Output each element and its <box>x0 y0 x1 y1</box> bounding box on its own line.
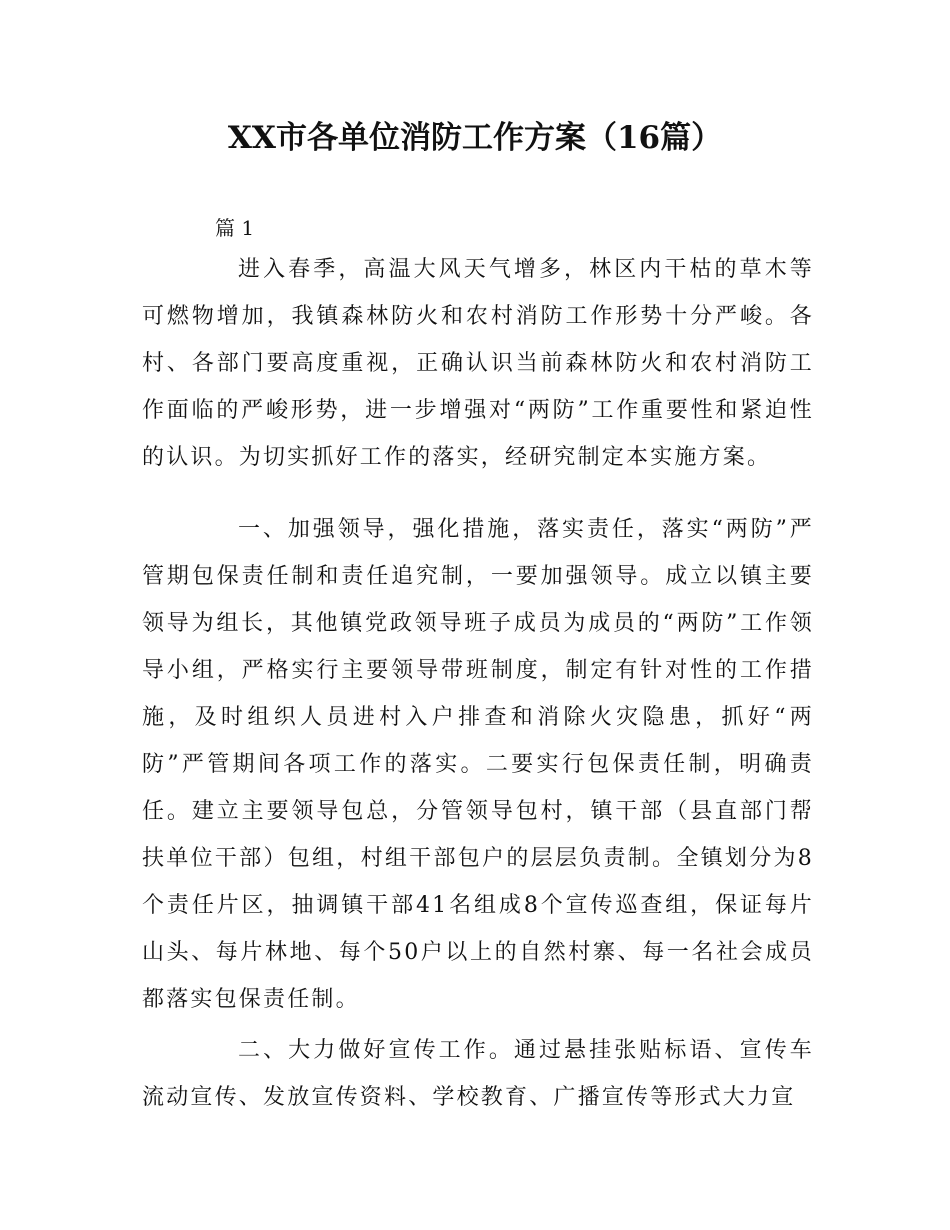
paragraph-3-block <box>142 1027 814 1121</box>
section-label: 篇 1 <box>215 216 255 240</box>
paragraph-1-block <box>142 246 814 481</box>
document-title: XX市各单位消防工作方案（16篇） <box>227 120 723 156</box>
paragraph: 二、大力做好宣传工作。通过悬挂张贴标语、宣传车流动宣传、发放宣传资料、学校教育、广播宣传等形式大力宣 <box>142 1038 814 1110</box>
paragraph-2-block <box>142 506 814 1023</box>
paragraph: 一、加强领导，强化措施，落实责任，落实“两防”严管期包保责任制和责任追究制，一要加强领导。成立以镇主要领导为组长，其他镇党政领导班子成员为成员的“两防”工作领导小组，严格实行主要领导带班制度，制定有针对性的工作措施，及时组织人员进村入户排查和消除火灾隐患，抓好“两防”严管期间各项工作的落实。二要实行包保责任制，明确责任。建立主要领导包总，分管领导包村，镇干部（县直部门帮扶单位干部）包组，村组干部包户的层层负责制。全镇划分为8个责任片区，抽调镇干部41名组成8个宣传巡查组，保证每片山头、每片林地、每个50户以上的自然村寨、每一名社会成员都落实包保责任制。 <box>142 517 814 1012</box>
paragraph: 进入春季，高温大风天气增多，林区内干枯的草木等可燃物增加，我镇森林防火和农村消防工作形势十分严峻。各村、各部门要高度重视，正确认识当前森林防火和农村消防工作面临的严峻形势，进一步增强对“两防”工作重要性和紧迫性的认识。为切实抓好工作的落实，经研究制定本实施方案。 <box>142 257 814 470</box>
